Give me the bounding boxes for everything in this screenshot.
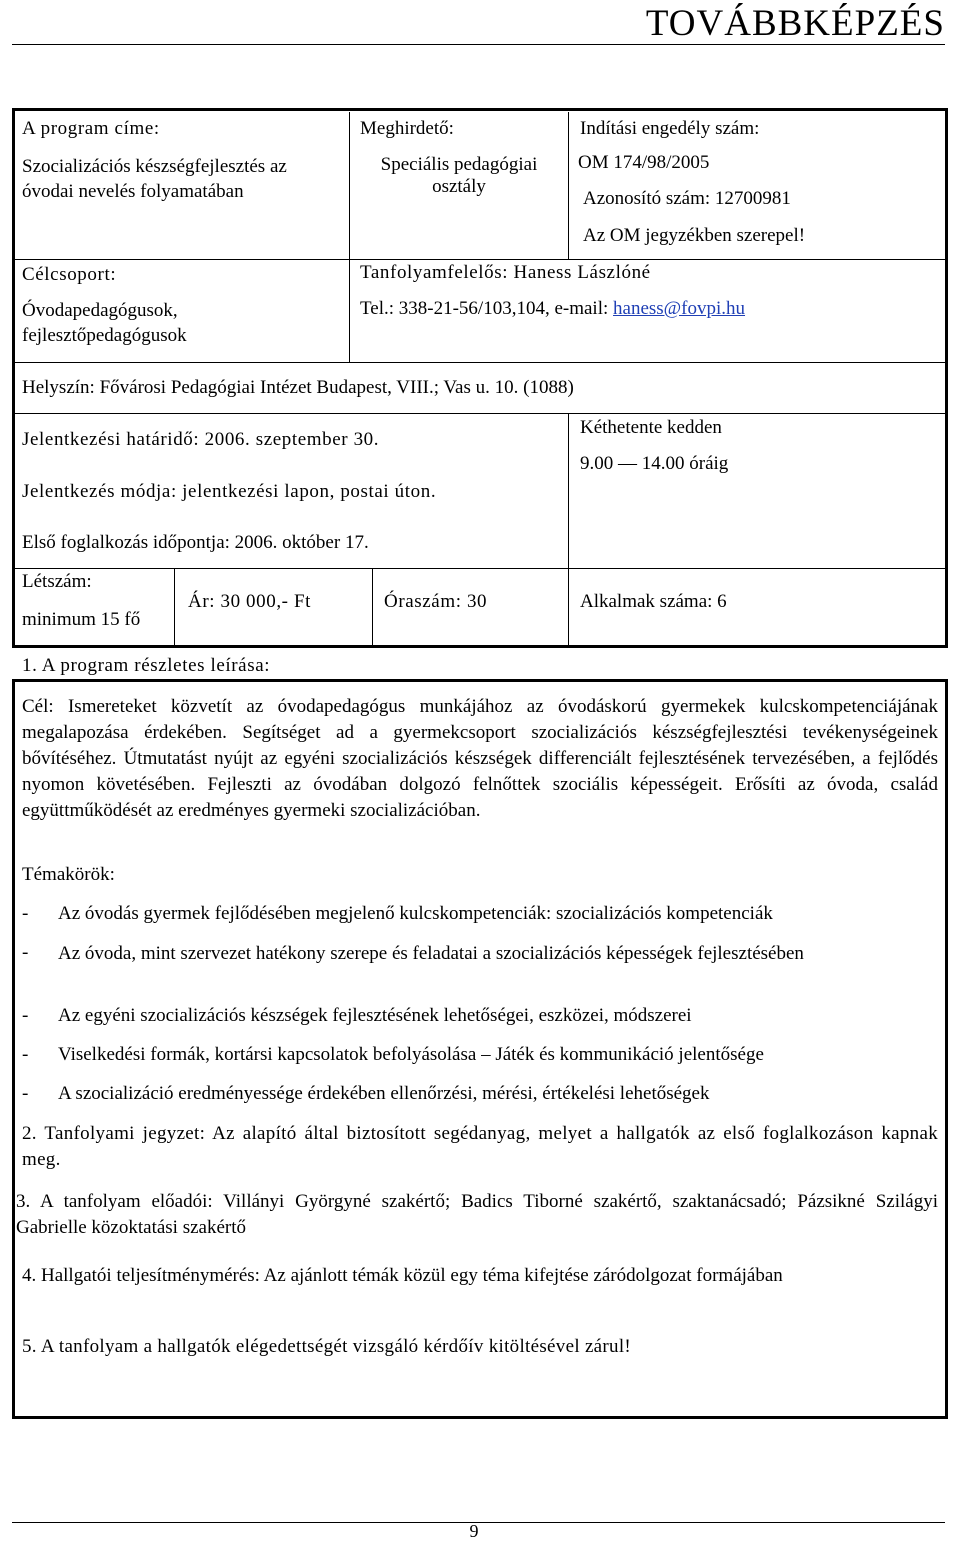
course-manager: Tanfolyamfelelős: Haness Lászlóné — [360, 262, 651, 283]
first-session: Első foglalkozás időpontja: 2006. október 17. — [22, 532, 369, 553]
page-number: 9 — [469, 1521, 479, 1541]
registration-deadline: Jelentkezési határidő: 2006. szeptember 30. — [22, 429, 380, 450]
permit-number: OM 174/98/2005 — [578, 152, 710, 173]
phone-text: Tel.: 338-21-56/103,104, e-mail: — [360, 298, 614, 319]
goal-paragraph: Cél: Ismereteket közvetít az óvodapedagógus munkájához az óvodáskorú gyermekek kulcskompetenciájának megalapozása érdekében. Segítséget ad a gyermekcsoport szocializációs készségfejlesztési tevékenységeinek bővítéséhez. Útmutatást nyújt az egyéni szocializációs készségek differenciált fejlesztésének tervezésében, a fejlődés nyomon követésében. Fejleszti az óvodában dolgozó felnőttek szociális képességeit. Erősíti az óvoda, család együttműködését az eredményes gyermeki szocializációban. — [22, 696, 938, 821]
topic-item: Az óvodás gyermek fejlődésében megjelenő kulcskompetenciák: szocializációs kompetenciák — [58, 903, 773, 924]
target-group-line1: Óvodapedagógusok, — [22, 300, 178, 321]
topic-item: Az óvoda, mint szervezet hatékony szerepe és feladatai a szocializációs képességek fejlesztésében — [58, 943, 804, 964]
divider — [568, 413, 569, 646]
topic-bullet: - — [22, 1083, 29, 1104]
contact-line — [360, 297, 745, 321]
lecturers: 3. A tanfolyam előadói: Villányi Györgyné szakértő; Badics Tiborné szakértő, szaktanácsadó; Pázsikné Szilágyi Gabrielle közoktatási szakértő — [16, 1191, 938, 1238]
program-title-line1: Szocializációs készségfejlesztés az — [22, 156, 287, 177]
topic-bullet: - — [22, 942, 29, 963]
divider — [349, 112, 350, 363]
headcount-label: Létszám: — [22, 571, 92, 592]
divider — [372, 568, 373, 646]
email-link[interactable]: haness@fovpi.hu — [613, 298, 746, 319]
permit-label: Indítási engedély szám: — [580, 118, 760, 139]
schedule-line1: Kéthetente kedden — [580, 417, 722, 438]
course-notes: 2. Tanfolyami jegyzet: Az alapító által biztosított segédanyag, melyet a hallgatók az első foglalkozáson kapnak meg. — [22, 1123, 938, 1170]
organizer-label: Meghirdető: — [360, 118, 454, 139]
location: Helyszín: Fővárosi Pedagógiai Intézet Budapest, VIII.; Vas u. 10. (1088) — [22, 377, 574, 398]
hours: Óraszám: 30 — [384, 591, 488, 612]
divider — [568, 112, 569, 259]
organizer-name-line1: Speciális pedagógiai — [380, 154, 538, 175]
divider — [15, 413, 945, 414]
closing-note: 5. A tanfolyam a hallgatók elégedettségét vizsgáló kérdőív kitöltésével zárul! — [22, 1336, 632, 1357]
divider — [15, 362, 945, 363]
permit-id: Azonosító szám: 12700981 — [583, 188, 791, 209]
divider — [349, 259, 945, 260]
topic-bullet: - — [22, 903, 29, 924]
session-count: Alkalmak száma: 6 — [580, 591, 727, 612]
divider — [174, 568, 175, 646]
price: Ár: 30 000,- Ft — [188, 591, 311, 612]
topics-label: Témakörök: — [22, 864, 115, 885]
headcount-value: minimum 15 fő — [22, 609, 141, 630]
topic-item: A szocializáció eredményessége érdekében ellenőrzési, mérési, értékelési lehetőségek — [58, 1083, 710, 1104]
target-group-label: Célcsoport: — [22, 264, 117, 285]
registry-note: Az OM jegyzékben szerepel! — [583, 225, 806, 246]
organizer-name-line2: osztály — [432, 176, 486, 197]
program-title-label: A program címe: — [22, 118, 160, 139]
title-divider — [12, 44, 945, 45]
schedule-line2: 9.00 — 14.00 óráig — [580, 453, 729, 474]
registration-method: Jelentkezés módja: jelentkezési lapon, postai úton. — [22, 481, 437, 502]
topic-bullet: - — [22, 1044, 29, 1065]
topic-item: Az egyéni szocializációs készségek fejlesztésének lehetőségei, eszközei, módszerei — [58, 1005, 692, 1026]
program-title-line2: óvodai nevelés folyamatában — [22, 181, 244, 202]
topic-item: Viselkedési formák, kortársi kapcsolatok befolyásolása – Játék és kommunikáció jelentősége — [58, 1044, 764, 1065]
divider — [15, 259, 349, 260]
topic-bullet: - — [22, 1005, 29, 1026]
divider — [15, 568, 945, 569]
description-heading: 1. A program részletes leírása: — [22, 655, 271, 676]
assessment: 4. Hallgatói teljesítménymérés: Az ajánlott témák közül egy téma kifejtése záródolgozat formájában — [22, 1265, 783, 1286]
target-group-line2: fejlesztőpedagógusok — [22, 325, 187, 346]
page-title: TOVÁBBKÉPZÉS — [645, 3, 945, 44]
